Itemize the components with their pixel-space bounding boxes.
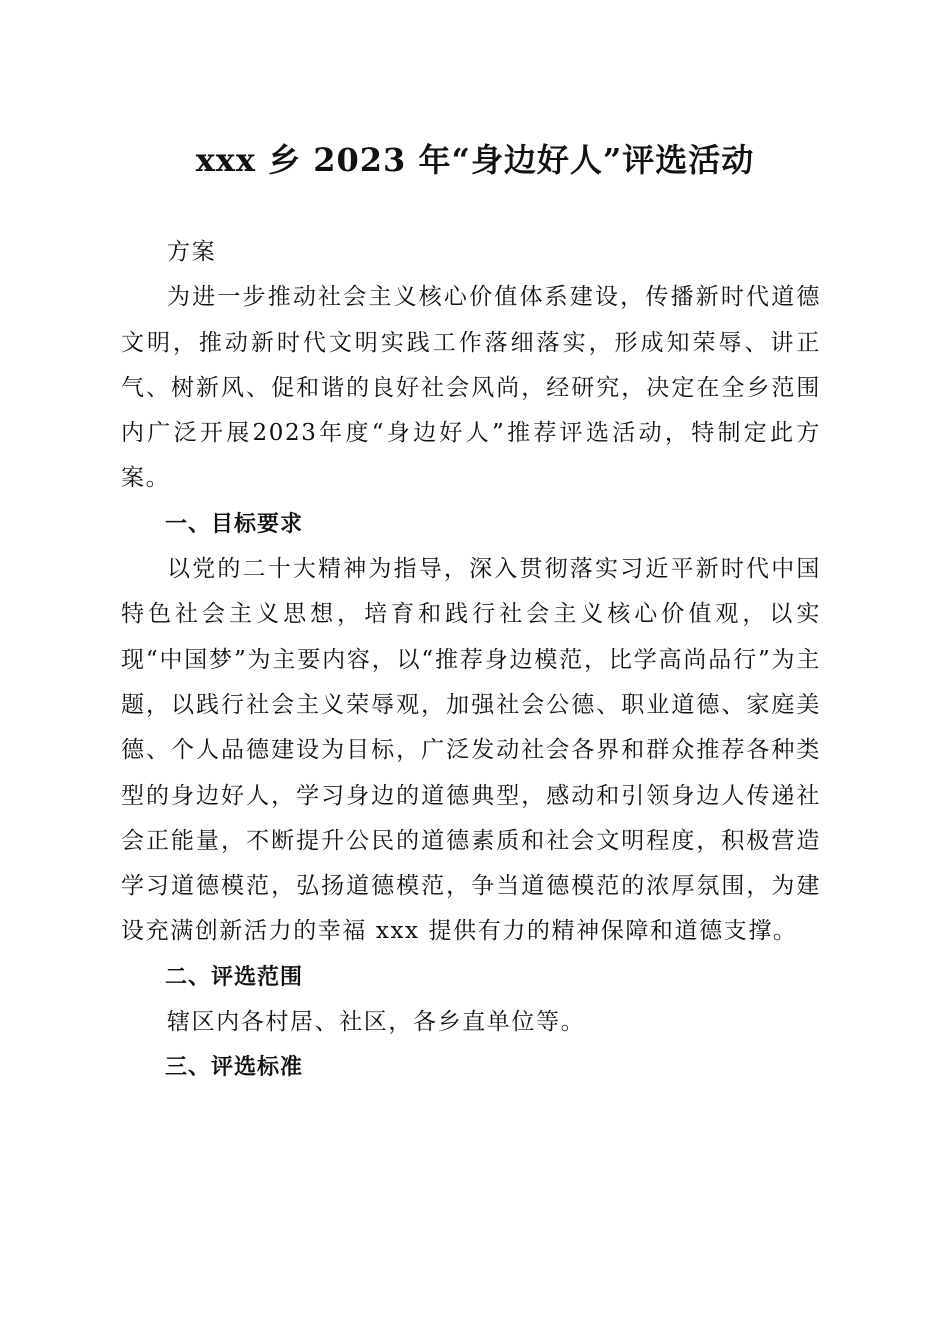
- goals-paragraph: 以党的二十大精神为指导，深入贯彻落实习近平新时代中国特色社会主义思想，培育和践行社会主义核心价值观，以实现“中国梦”为主要内容，以“推荐身边模范，比学高尚品行”为主题，以践行社会主义荣辱观，加强社会公德、职业道德、家庭美德、个人品德建设为目标，广泛发动社会各界和群众推荐各种类型的身边好人，学习身边的道德典型，感动和引领身边人传递社会正能量，不断提升公民的道德素质和社会文明程度，积极营造学习道德模范，弘扬道德模范，争当道德模范的浓厚氛围，为建设充满创新活力的幸福 xxx 提供有力的精神保障和道德支撑。: [121, 556, 821, 945]
- document-title: xxx 乡 2023 年“身边好人”评选活动: [195, 141, 755, 179]
- plan-label: 方案: [167, 239, 217, 265]
- document-body: [121, 230, 821, 1091]
- section-heading-criteria: 三、评选标准: [165, 1055, 304, 1081]
- section-heading-goals: 一、目标要求: [165, 511, 304, 537]
- scope-paragraph: 辖区内各村居、社区，各乡直单位等。: [167, 1009, 586, 1036]
- section-heading-scope: 二、评选范围: [165, 964, 304, 990]
- intro-paragraph: 为进一步推动社会主义核心价值体系建设，传播新时代道德文明，推动新时代文明实践工作落细落实，形成知荣辱、讲正气、树新风、促和谐的良好社会风尚，经研究，决定在全乡范围内广泛开展2023年度“身边好人”推荐评选活动，特制定此方案。: [121, 284, 821, 492]
